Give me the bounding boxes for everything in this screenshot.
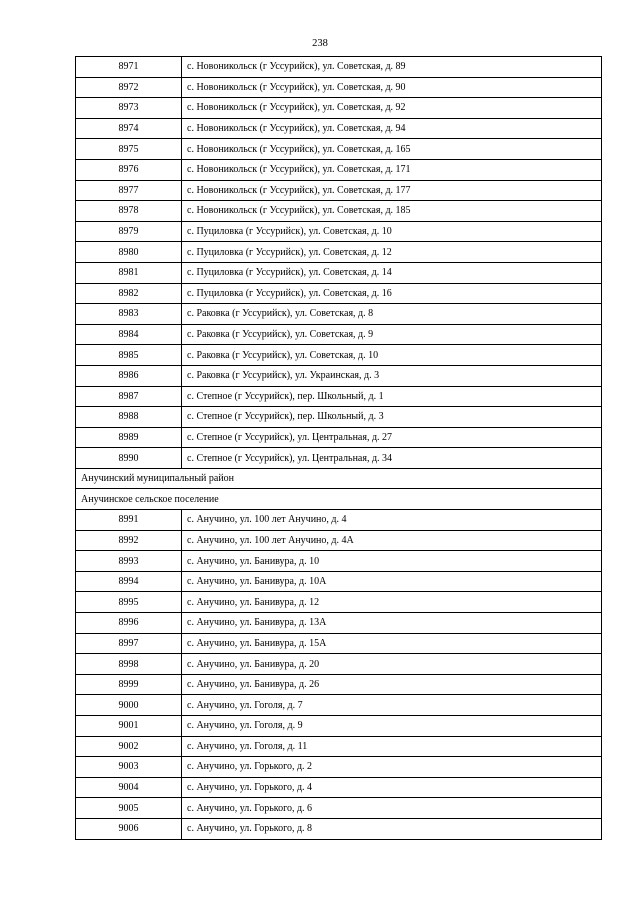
- address-cell: с. Анучино, ул. Банивура, д. 12: [182, 592, 602, 613]
- table-row: [76, 777, 602, 798]
- table-row: [76, 345, 602, 366]
- table-row: [76, 674, 602, 695]
- table-row: [76, 427, 602, 448]
- record-number: 8974: [76, 118, 182, 139]
- record-number: 9001: [76, 716, 182, 737]
- table-row: [76, 798, 602, 819]
- address-cell: с. Анучино, ул. Банивура, д. 26: [182, 674, 602, 695]
- table-row: [76, 613, 602, 634]
- address-cell: с. Пуциловка (г Уссурийск), ул. Советская, д. 16: [182, 283, 602, 304]
- record-number: 8994: [76, 571, 182, 592]
- table-row: [76, 716, 602, 737]
- address-cell: с. Новоникольск (г Уссурийск), ул. Советская, д. 171: [182, 159, 602, 180]
- section-header-row: [76, 489, 602, 510]
- record-number: 9003: [76, 757, 182, 778]
- record-number: 8981: [76, 262, 182, 283]
- address-cell: с. Новоникольск (г Уссурийск), ул. Советская, д. 89: [182, 57, 602, 78]
- address-cell: с. Пуциловка (г Уссурийск), ул. Советская, д. 14: [182, 262, 602, 283]
- record-number: 8987: [76, 386, 182, 407]
- table-row: [76, 118, 602, 139]
- record-number: 9002: [76, 736, 182, 757]
- record-number: 8975: [76, 139, 182, 160]
- record-number: 8971: [76, 57, 182, 78]
- table-row: [76, 757, 602, 778]
- table-row: [76, 365, 602, 386]
- record-number: 8998: [76, 654, 182, 675]
- address-cell: с. Пуциловка (г Уссурийск), ул. Советская, д. 12: [182, 242, 602, 263]
- section-header: Анучинский муниципальный район: [76, 468, 602, 489]
- record-number: 8992: [76, 530, 182, 551]
- address-cell: с. Анучино, ул. Банивура, д. 10А: [182, 571, 602, 592]
- table-row: [76, 407, 602, 428]
- address-cell: с. Новоникольск (г Уссурийск), ул. Советская, д. 90: [182, 77, 602, 98]
- record-number: 8982: [76, 283, 182, 304]
- address-cell: с. Анучино, ул. Гоголя, д. 7: [182, 695, 602, 716]
- address-cell: с. Степное (г Уссурийск), пер. Школьный, д. 3: [182, 407, 602, 428]
- address-cell: с. Анучино, ул. Банивура, д. 10: [182, 551, 602, 572]
- record-number: 9005: [76, 798, 182, 819]
- record-number: 8984: [76, 324, 182, 345]
- record-number: 8976: [76, 159, 182, 180]
- record-number: 8995: [76, 592, 182, 613]
- table-row: [76, 530, 602, 551]
- table-row: [76, 324, 602, 345]
- address-cell: с. Степное (г Уссурийск), ул. Центральная, д. 34: [182, 448, 602, 469]
- address-registry-table: [75, 56, 602, 840]
- record-number: 8983: [76, 304, 182, 325]
- record-number: 8989: [76, 427, 182, 448]
- address-cell: с. Раковка (г Уссурийск), ул. Советская, д. 10: [182, 345, 602, 366]
- table-row: [76, 283, 602, 304]
- address-cell: с. Новоникольск (г Уссурийск), ул. Советская, д. 165: [182, 139, 602, 160]
- record-number: 8991: [76, 510, 182, 531]
- record-number: 8999: [76, 674, 182, 695]
- record-number: 8978: [76, 201, 182, 222]
- address-cell: с. Анучино, ул. Гоголя, д. 11: [182, 736, 602, 757]
- address-cell: с. Новоникольск (г Уссурийск), ул. Советская, д. 94: [182, 118, 602, 139]
- record-number: 8997: [76, 633, 182, 654]
- table-row: [76, 221, 602, 242]
- table-row: [76, 695, 602, 716]
- address-cell: с. Анучино, ул. Банивура, д. 15А: [182, 633, 602, 654]
- record-number: 8990: [76, 448, 182, 469]
- table-row: [76, 654, 602, 675]
- table-row: [76, 304, 602, 325]
- table-row: [76, 201, 602, 222]
- address-cell: с. Анучино, ул. Горького, д. 4: [182, 777, 602, 798]
- table-row: [76, 98, 602, 119]
- address-cell: с. Анучино, ул. Гоголя, д. 9: [182, 716, 602, 737]
- table-row: [76, 139, 602, 160]
- address-cell: с. Пуциловка (г Уссурийск), ул. Советская, д. 10: [182, 221, 602, 242]
- table-row: [76, 592, 602, 613]
- record-number: 9004: [76, 777, 182, 798]
- address-cell: с. Раковка (г Уссурийск), ул. Советская, д. 9: [182, 324, 602, 345]
- table-row: [76, 510, 602, 531]
- address-cell: с. Анучино, ул. Банивура, д. 13А: [182, 613, 602, 634]
- table-row: [76, 551, 602, 572]
- record-number: 8972: [76, 77, 182, 98]
- address-cell: с. Анучино, ул. Горького, д. 8: [182, 818, 602, 839]
- table-row: [76, 571, 602, 592]
- table-row: [76, 57, 602, 78]
- record-number: 9000: [76, 695, 182, 716]
- record-number: 8980: [76, 242, 182, 263]
- record-number: 8979: [76, 221, 182, 242]
- address-cell: с. Новоникольск (г Уссурийск), ул. Советская, д. 185: [182, 201, 602, 222]
- address-cell: с. Анучино, ул. 100 лет Анучино, д. 4А: [182, 530, 602, 551]
- table-row: [76, 448, 602, 469]
- address-cell: с. Анучино, ул. Горького, д. 2: [182, 757, 602, 778]
- table-row: [76, 262, 602, 283]
- table-row: [76, 242, 602, 263]
- address-cell: с. Раковка (г Уссурийск), ул. Украинская, д. 3: [182, 365, 602, 386]
- address-cell: с. Анучино, ул. Горького, д. 6: [182, 798, 602, 819]
- table-row: [76, 736, 602, 757]
- record-number: 8977: [76, 180, 182, 201]
- record-number: 8985: [76, 345, 182, 366]
- address-cell: с. Раковка (г Уссурийск), ул. Советская, д. 8: [182, 304, 602, 325]
- section-header: Анучинское сельское поселение: [76, 489, 602, 510]
- table-row: [76, 77, 602, 98]
- table-row: [76, 159, 602, 180]
- address-cell: с. Новоникольск (г Уссурийск), ул. Советская, д. 92: [182, 98, 602, 119]
- address-cell: с. Степное (г Уссурийск), пер. Школьный, д. 1: [182, 386, 602, 407]
- address-registry-body: [76, 57, 602, 840]
- record-number: 9006: [76, 818, 182, 839]
- address-cell: с. Степное (г Уссурийск), ул. Центральная, д. 27: [182, 427, 602, 448]
- section-header-row: [76, 468, 602, 489]
- record-number: 8993: [76, 551, 182, 572]
- record-number: 8996: [76, 613, 182, 634]
- table-row: [76, 818, 602, 839]
- address-cell: с. Анучино, ул. Банивура, д. 20: [182, 654, 602, 675]
- record-number: 8973: [76, 98, 182, 119]
- page-number: 238: [312, 38, 328, 49]
- table-row: [76, 180, 602, 201]
- address-cell: с. Новоникольск (г Уссурийск), ул. Советская, д. 177: [182, 180, 602, 201]
- table-row: [76, 386, 602, 407]
- table-row: [76, 633, 602, 654]
- record-number: 8988: [76, 407, 182, 428]
- record-number: 8986: [76, 365, 182, 386]
- address-cell: с. Анучино, ул. 100 лет Анучино, д. 4: [182, 510, 602, 531]
